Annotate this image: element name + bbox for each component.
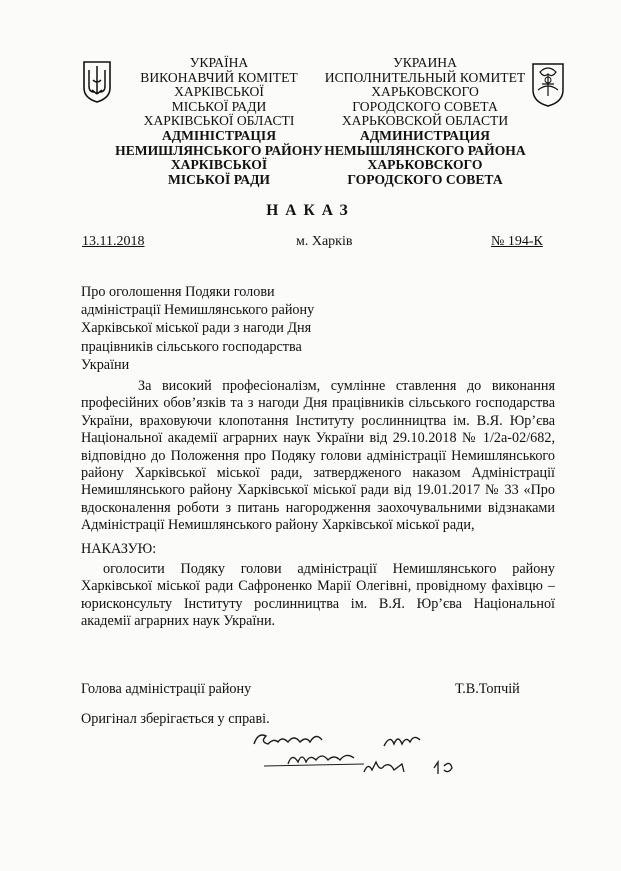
handwritten-certification	[244, 722, 474, 787]
header-bold-line: НЕМИШЛЯНСЬКОГО РАЙОНУ	[115, 142, 323, 158]
signatory-name: Т.В.Топчій	[455, 681, 520, 697]
document-body: За високий професіоналізм, сумлінне ставлення до виконання професійних обов’язків та з нагоди Дня працівників сільського господарства України, враховуючи клопотання Інституту рослинництва ім. В.Я. Юр’єва Національної академії аграрних наук України від 29.10.2018 № 1/2а-02/682, відповідно до Положення про Подяку голови адміністрації Немишлянського району Харківської міської ради, затвердженого наказом Адміністрації Немишлянського району Харківської міської ради від 19.01.2017 № 33 «Про вдосконалення роботи з питань нагородження заохочувальними відзнаками Адміністрації Немишлянського району Харківської міської ради,	[81, 378, 555, 534]
header-line: ВИКОНАВЧИЙ КОМІТЕТ	[140, 69, 298, 85]
header-line: ХАРЬКОВСКОЙ ОБЛАСТИ	[341, 113, 509, 129]
header-bold-line: ХАРЬКОВСКОГО	[367, 157, 483, 173]
header-line: ХАРКІВСЬКОЇ ОБЛАСТІ	[143, 113, 295, 129]
document-date: 13.11.2018	[82, 234, 145, 249]
order-text: оголосити Подяку голови адміністрації Немишлянського району Харківської міської ради Сафроненко Марії Олегівні, провідному фахівцю – юрисконсульту Інституту рослинництва ім. В.Я. Юр’єва Національної академії аграрних наук України.	[81, 561, 555, 630]
header-bold-line: НЕМЫШЛЯНСКОГО РАЙОНА	[324, 142, 526, 158]
header-russian	[318, 56, 532, 187]
header-line: УКРАЇНА	[189, 55, 249, 70]
header-line: ХАРЬКОВСКОГО	[371, 84, 479, 100]
header-bold-line: ХАРКІВСЬКОЇ	[170, 157, 268, 173]
signatory-role: Голова адміністрації району	[81, 681, 252, 697]
header-line: ГОРОДСКОГО СОВЕТА	[352, 98, 498, 114]
header-ukrainian	[108, 56, 330, 187]
header-line: ИСПОЛНИТЕЛЬНЫЙ КОМИТЕТ	[324, 69, 526, 85]
header-line: ХАРКІВСЬКОЇ	[174, 84, 264, 100]
document-number: № 194-К	[491, 234, 543, 249]
document-title: НАКАЗ	[266, 202, 355, 219]
kharkiv-city-emblem-icon	[530, 60, 566, 113]
order-label: НАКАЗУЮ:	[81, 541, 157, 557]
header-bold-line: АДМИНИСТРАЦИЯ	[360, 127, 490, 143]
header-line: УКРАИНА	[393, 55, 457, 70]
header-bold-line: МІСЬКОЇ РАДИ	[167, 171, 270, 187]
document-subject: Про оголошення Подяки голови адміністрації Немишлянського району Харківської міської ради з нагоди Дня працівників сільського господарства України	[81, 284, 315, 373]
header-bold-line: АДМІНІСТРАЦІЯ	[161, 127, 277, 143]
original-note: Оригінал зберігається у справі.	[81, 711, 270, 727]
header-line: МІСЬКОЇ РАДИ	[171, 98, 267, 114]
document-city: м. Харків	[296, 234, 353, 249]
header-bold-line: ГОРОДСКОГО СОВЕТА	[347, 171, 503, 187]
